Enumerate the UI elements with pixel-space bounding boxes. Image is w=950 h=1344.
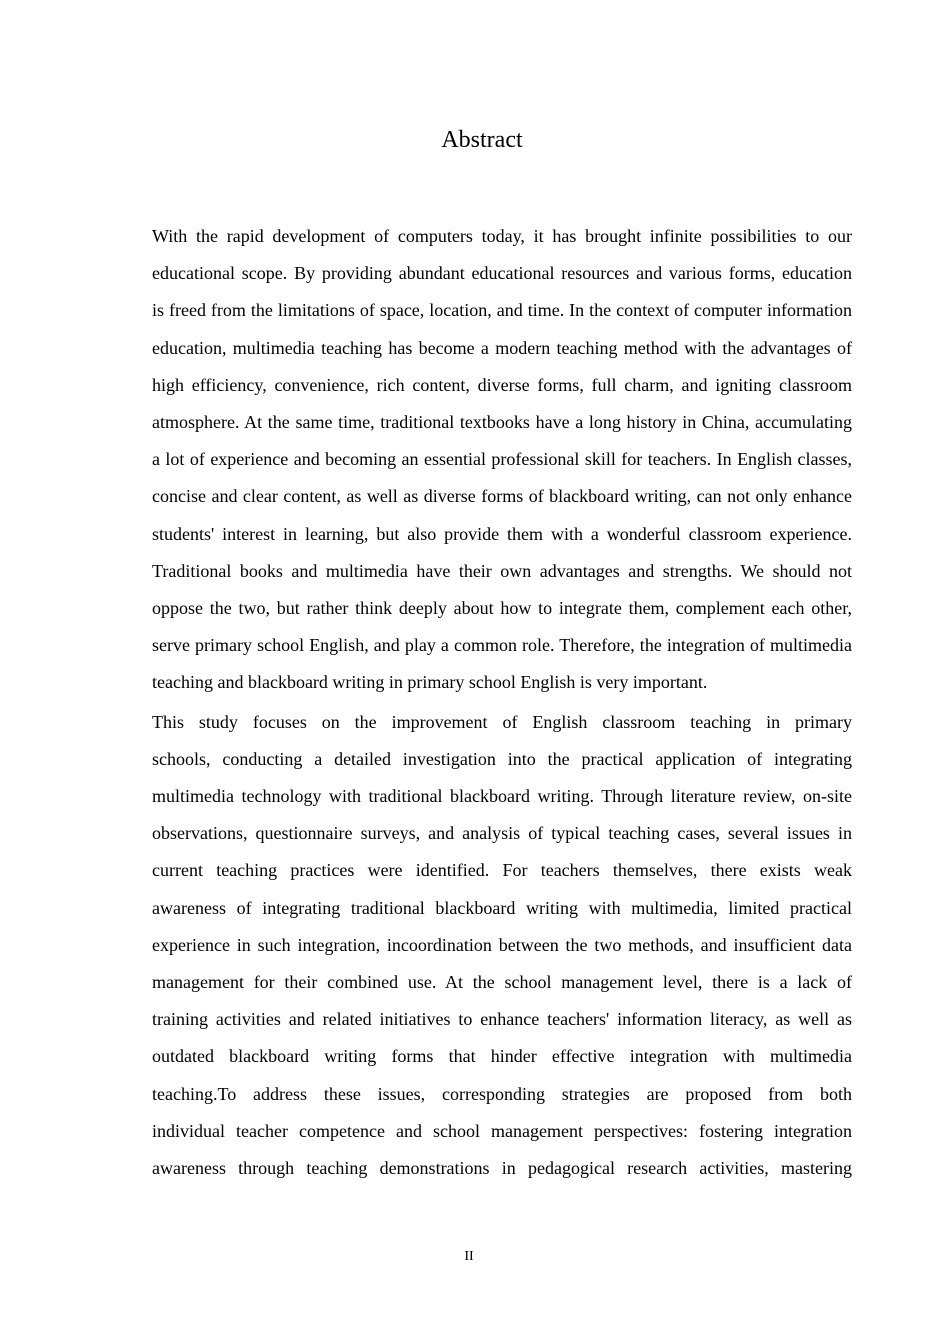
text-line: serve primary school English, and play a common role. Therefore, the integration of multimedia (152, 635, 852, 656)
text-line: schools, conducting a detailed investigation into the practical application of integrating (152, 748, 852, 769)
text-line: teaching and blackboard writing in primary school English is very important. (152, 672, 708, 693)
abstract-paragraph-2 (114, 704, 852, 1188)
text-line: high efficiency, convenience, rich content, diverse forms, full charm, and igniting classroom (152, 374, 852, 395)
text-line: oppose the two, but rather think deeply about how to integrate them, complement each other, (152, 598, 852, 619)
abstract-body (114, 218, 852, 1187)
text-line: current teaching practices were identified. For teachers themselves, there exists weak (152, 860, 852, 881)
text-line: is freed from the limitations of space, location, and time. In the context of computer information (152, 300, 852, 321)
text-line: Traditional books and multimedia have their own advantages and strengths. We should not (152, 560, 852, 581)
text-line: a lot of experience and becoming an essential professional skill for teachers. In English classes, (152, 449, 852, 470)
text-line: With the rapid development of computers today, it has brought infinite possibilities to our (152, 226, 852, 246)
text-line: management for their combined use. At the school management level, there is a lack of (152, 972, 852, 993)
text-line: concise and clear content, as well as diverse forms of blackboard writing, can not only enhance (152, 486, 852, 507)
abstract-title: Abstract (441, 127, 523, 153)
text-line: This study focuses on the improvement of English classroom teaching in primary (152, 711, 852, 732)
page-number: II (464, 1249, 474, 1264)
text-line: outdated blackboard writing forms that hinder effective integration with multimedia (152, 1046, 852, 1067)
abstract-paragraph-1 (114, 218, 852, 702)
text-line: training activities and related initiatives to enhance teachers' information literacy, as well as (152, 1009, 852, 1030)
text-line: awareness of integrating traditional blackboard writing with multimedia, limited practical (152, 897, 852, 918)
text-line: students' interest in learning, but also provide them with a wonderful classroom experience. (152, 523, 852, 544)
text-line: educational scope. By providing abundant educational resources and various forms, education (152, 263, 852, 284)
text-line: experience in such integration, incoordination between the two methods, and insufficient data (152, 934, 852, 955)
text-line: awareness through teaching demonstrations in pedagogical research activities, mastering (152, 1158, 852, 1179)
text-line: atmosphere. At the same time, traditional textbooks have a long history in China, accumulating (152, 412, 852, 433)
text-line: teaching.To address these issues, corresponding strategies are proposed from both (152, 1083, 852, 1104)
text-line: multimedia technology with traditional blackboard writing. Through literature review, on-site (152, 786, 852, 807)
text-line: education, multimedia teaching has become a modern teaching method with the advantages of (152, 337, 852, 358)
text-line: individual teacher competence and school management perspectives: fostering integration (152, 1120, 852, 1141)
text-line: observations, questionnaire surveys, and analysis of typical teaching cases, several issues in (152, 823, 852, 844)
